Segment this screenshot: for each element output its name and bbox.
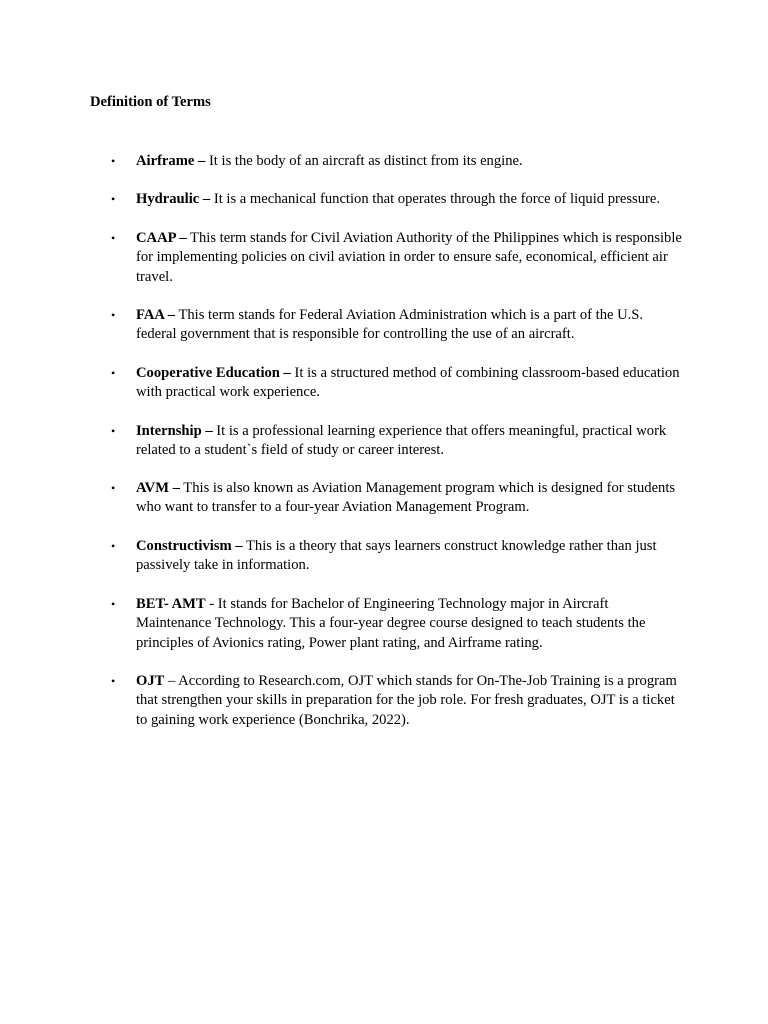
term-definition: It is the body of an aircraft as distinct from its engine. [205,153,523,169]
term-definition: This term stands for Federal Aviation Administration which is a part of the U.S. federal government that is responsible for controlling the use of an aircraft. [136,307,644,343]
bullet-icon: • [111,424,116,438]
term-definition: This is a theory that says learners construct knowledge rather than just passively take in information. [136,538,657,574]
term-definition: – According to Research.com, OJT which stands for On-The-Job Training is a program that strengthen your skills in preparation for the job role. For fresh graduates, OJT is a ticket to gaining work experience (Bonchrika, 2022). [136,673,677,728]
list-item-caap [111,229,684,287]
bullet-icon: • [111,192,116,206]
term-definition: It is a structured method of combining classroom-based education with practical work experience. [136,365,680,401]
list-item-bet-amt [111,595,684,653]
term-name: OJT [136,673,165,689]
list-item-hydraulic [111,190,684,209]
term-name: Airframe – [136,153,206,169]
term-name: Hydraulic – [136,191,211,207]
term-name: Constructivism – [136,538,243,554]
term-name: BET- AMT [136,596,206,612]
term-name: CAAP – [136,230,187,246]
bullet-icon: • [111,597,116,611]
term-definition: This term stands for Civil Aviation Authority of the Philippines which is responsible for implementing policies on civil aviation in order to ensure safe, economical, efficient air travel. [136,230,682,285]
term-definition: This is also known as Aviation Management program which is designed for students who want to transfer to a four-year Aviation Management Program. [136,480,676,516]
bullet-icon: • [111,539,116,553]
list-item-internship [111,422,684,461]
list-item-constructivism [111,537,684,576]
list-item-cooperative-education [111,364,684,403]
bullet-icon: • [111,674,116,688]
term-definition: It is a professional learning experience that offers meaningful, practical work related to a student`s field of study or career interest. [136,423,667,459]
list-item-ojt [111,672,684,730]
bullet-icon: • [111,154,116,168]
bullet-icon: • [111,231,116,245]
term-name: AVM – [136,480,180,496]
list-item-avm [111,479,684,518]
term-definition: - It stands for Bachelor of Engineering Technology major in Aircraft Maintenance Technology. This a four-year degree course designed to teach students the principles of Avionics rating, Power plant rating, and Airframe rating. [136,596,646,651]
list-item-airframe [111,152,684,171]
bullet-icon: • [111,366,116,380]
term-definition: It is a mechanical function that operates through the force of liquid pressure. [210,191,661,207]
document-heading: Definition of Terms [90,94,211,110]
bullet-icon: • [111,308,116,322]
list-item-faa [111,306,684,345]
term-name: FAA – [136,307,176,323]
term-name: Cooperative Education – [136,365,291,381]
bullet-icon: • [111,481,116,495]
term-name: Internship – [136,423,213,439]
